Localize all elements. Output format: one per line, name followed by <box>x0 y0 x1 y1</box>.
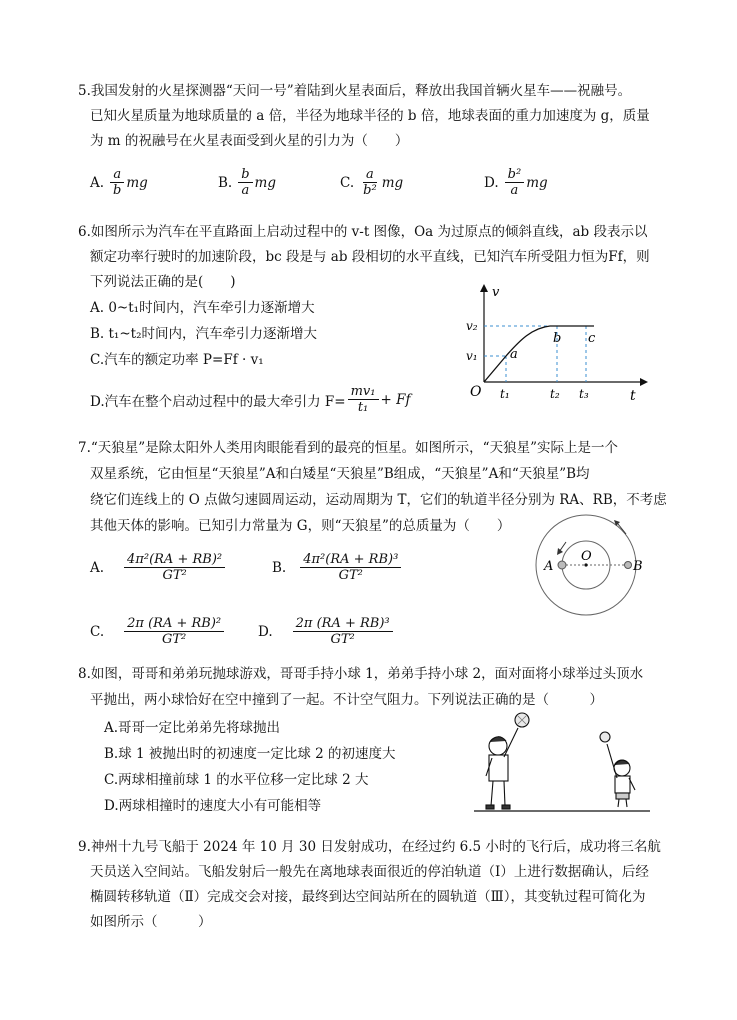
q9-line-2: 天员送入空间站。飞船发射后一般先在离地球表面很近的停泊轨道（Ⅰ）上进行数据确认，后经 <box>90 864 649 880</box>
q6-option-c[interactable]: C.汽车的额定功率 P=Ff · v₁ <box>90 352 264 368</box>
star-a <box>558 561 566 569</box>
q5-line-3: 为 m 的祝融号在火星表面受到火星的引力为（ ） <box>90 133 409 149</box>
binary-star-figure <box>528 512 658 622</box>
point-c-label: c <box>588 331 596 346</box>
q6-option-d[interactable]: D.汽车在整个启动过程中的最大牵引力 F= $\frac{\text{mv₁}}{\text{t₁}}$ + Ff <box>90 384 411 415</box>
label-a: A <box>544 559 554 574</box>
t2-label: t₂ <box>550 387 560 401</box>
q7-line-1: 7.“天狼星”是除太阳外人类用肉眼能看到的最亮的恒星。如图所示，“天狼星”实际上是一个 <box>78 440 618 456</box>
q6-line-1: 6.如图所示为汽车在平直路面上启动过程中的 v-t 图像，Oa 为过原点的倾斜直线，ab 段表示以 <box>78 224 648 240</box>
q7-option-b[interactable]: B. $\frac{\text{4π²(RA + RB)³}}{\text{GT²}}$ <box>272 552 403 583</box>
q5-option-c[interactable]: C. $\frac{a}{\text{b²}}$ mg <box>340 167 404 198</box>
q7-option-c[interactable]: C. $\frac{\text{2π (RA + RB)²}}{\text{GT²}}$ <box>90 616 226 647</box>
q7-option-a[interactable]: A. $\frac{\text{4π²(RA + RB)²}}{\text{GT²}}$ <box>90 552 227 583</box>
older-brother-figure <box>486 713 529 809</box>
q6-line-3: 下列说法正确的是( ) <box>90 274 236 290</box>
q8-line-2: 平抛出，两小球恰好在空中撞到了一起。不计空气阻力。下列说法正确的是（ ） <box>90 692 603 708</box>
q6-option-a[interactable]: A. 0~t₁时间内，汽车牵引力逐渐增大 <box>90 300 315 316</box>
q8-line-1: 8.如图，哥哥和弟弟玩抛球游戏，哥哥手持小球 1，弟弟手持小球 2，面对面将小球举过头顶水 <box>78 666 644 682</box>
t1-label: t₁ <box>500 387 510 401</box>
q8-option-d[interactable]: D.两球相撞时的速度大小有可能相等 <box>104 798 322 814</box>
vt-curve <box>484 326 594 382</box>
q9-line-1: 9.神州十九号飞船于 2024 年 10 月 30 日发射成功，在经过约 6.5 小时的飞行后，成功将三名航 <box>78 839 661 855</box>
point-a-label: a <box>510 347 518 362</box>
q7-option-d[interactable]: D. $\frac{\text{2π (RA + RB)³}}{\text{GT²}}$ <box>258 616 395 647</box>
younger-brother-figure <box>600 732 635 807</box>
t-axis-label: t <box>630 388 636 404</box>
star-b <box>625 562 632 569</box>
q9-line-4: 如图所示（ ） <box>90 914 212 930</box>
q9-line-3: 椭圆转移轨道（Ⅱ）完成交会对接，最终到达空间站所在的圆轨道（Ⅲ），其变轨过程可简化为 <box>90 889 646 905</box>
v1-label: v₁ <box>466 349 478 363</box>
q7-line-2: 双星系统，它由恒星“天狼星”A和白矮星“天狼星”B组成，“天狼星”A和“天狼星”B均 <box>90 466 590 482</box>
q8-option-c[interactable]: C.两球相撞前球 1 的水平位移一定比球 2 大 <box>104 772 369 788</box>
q5-option-b[interactable]: B. $\frac{b}{a}$ mg <box>218 167 276 198</box>
v2-label: v₂ <box>466 319 478 333</box>
q5-option-d[interactable]: D. $\frac{\text{b²}}{a}$ mg <box>484 167 548 198</box>
q7-line-4: 其他天体的影响。已知引力常量为 G，则“天狼星”的总质量为（ ） <box>90 518 511 534</box>
brothers-throwing-figure <box>470 710 655 815</box>
v-axis-label: v <box>492 285 500 300</box>
q7-line-3: 绕它们连线上的 O 点做匀速圆周运动，运动周期为 T，它们的轨道半径分别为 RA、RB，不考虑 <box>90 492 667 508</box>
label-b: B <box>633 559 643 574</box>
q6-option-b[interactable]: B. t₁~t₂时间内，汽车牵引力逐渐增大 <box>90 326 317 342</box>
ball-2 <box>600 732 610 742</box>
v-axis-arrow <box>480 284 488 292</box>
velocity-arrow-b <box>618 524 626 534</box>
point-b-label: b <box>553 331 562 346</box>
vt-graph <box>462 280 652 405</box>
q8-option-b[interactable]: B.球 1 被抛出时的初速度一定比球 2 的初速度大 <box>104 746 396 762</box>
q6-line-2: 额定功率行驶时的加速阶段，bc 段是与 ab 段相切的水平直线，已知汽车所受阻力恒为Ff，则 <box>90 249 650 265</box>
q5-option-a[interactable]: A. $\frac{a}{b}$ mg <box>90 167 148 198</box>
t-axis-arrow <box>640 378 648 386</box>
q5-line-1: 5.我国发射的火星探测器“天问一号”着陆到火星表面后，释放出我国首辆火星车——祝融号。 <box>78 83 632 99</box>
origin-label: O <box>470 384 482 400</box>
label-o: O <box>581 549 592 564</box>
q8-option-a[interactable]: A.哥哥一定比弟弟先将球抛出 <box>104 720 281 736</box>
q5-line-2: 已知火星质量为地球质量的 a 倍，半径为地球半径的 b 倍，地球表面的重力加速度为 g，质量 <box>90 108 650 124</box>
t3-label: t₃ <box>579 387 589 401</box>
